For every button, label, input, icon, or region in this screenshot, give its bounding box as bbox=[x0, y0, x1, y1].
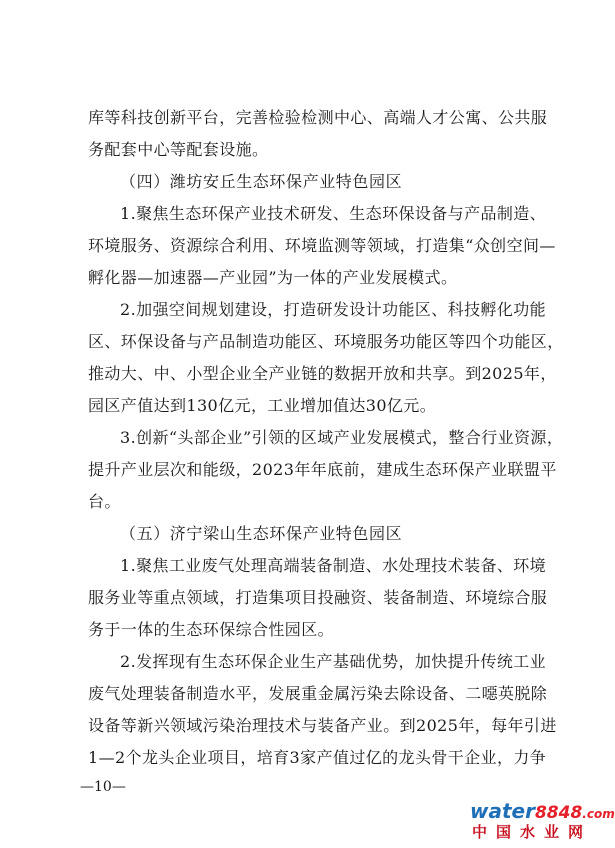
text-line-21: 1—2个龙头企业项目，培育3家产值过亿的龙头骨干企业，力争 bbox=[88, 748, 547, 767]
watermark-number: 8848 bbox=[534, 803, 583, 823]
section-heading-5: （五）济宁梁山生态环保产业特色园区 bbox=[120, 524, 403, 543]
watermark-suffix: .com bbox=[582, 807, 615, 821]
text-line-4: 1.聚焦生态环保产业技术研发、生态环保设备与产品制造、 bbox=[120, 204, 547, 223]
text-line-17: 务于一体的生态环保综合性园区。 bbox=[88, 620, 335, 639]
watermark-title bbox=[470, 800, 615, 825]
text-line-16: 服务业等重点领域，打造集项目投融资、装备制造、环境综合服 bbox=[88, 588, 548, 607]
text-line-7: 2.加强空间规划建设，打造研发设计功能区、科技孵化功能 bbox=[120, 300, 547, 319]
text-line-18: 2.发挥现有生态环保企业生产基础优势，加快提升传统工业 bbox=[120, 652, 547, 671]
text-line-5: 环境服务、资源综合利用、环境监测等领域，打造集“众创空间— bbox=[88, 236, 556, 255]
text-line-19: 废气处理装备制造水平，发展重金属污染去除设备、二噁英脱除 bbox=[88, 684, 548, 703]
text-line-20: 设备等新兴领域污染治理技术与装备产业。到2025年，每年引进 bbox=[88, 716, 557, 735]
watermark-logo bbox=[470, 799, 615, 842]
text-line-8: 区、环保设备与产品制造功能区、环境服务功能区等四个功能区， bbox=[88, 332, 564, 351]
text-line-15: 1.聚焦工业废气处理高端装备制造、水处理技术装备、环境 bbox=[120, 556, 547, 575]
watermark-word: water bbox=[470, 799, 535, 823]
text-line-9: 推动大、中、小型企业全产业链的数据开放和共享。到2025年， bbox=[88, 364, 557, 383]
text-line-10: 园区产值达到130亿元，工业增加值达30亿元。 bbox=[88, 396, 437, 415]
section-heading-4: （四）潍坊安丘生态环保产业特色园区 bbox=[120, 172, 403, 191]
watermark-subtitle: 中国水业网 bbox=[472, 823, 593, 841]
text-line-12: 提升产业层次和能级，2023年年底前，建成生态环保产业联盟平 bbox=[88, 460, 557, 479]
text-line-6: 孵化器—加速器—产业园”为一体的产业发展模式。 bbox=[88, 268, 458, 287]
text-line-1: 库等科技创新平台，完善检验检测中心、高端人才公寓、公共服 bbox=[88, 108, 548, 127]
page-number: —10— bbox=[80, 779, 126, 795]
text-line-2: 务配套中心等配套设施。 bbox=[88, 140, 269, 159]
text-line-13: 台。 bbox=[88, 492, 121, 511]
text-line-11: 3.创新“头部企业”引领的区域产业发展模式，整合行业资源， bbox=[120, 428, 564, 447]
